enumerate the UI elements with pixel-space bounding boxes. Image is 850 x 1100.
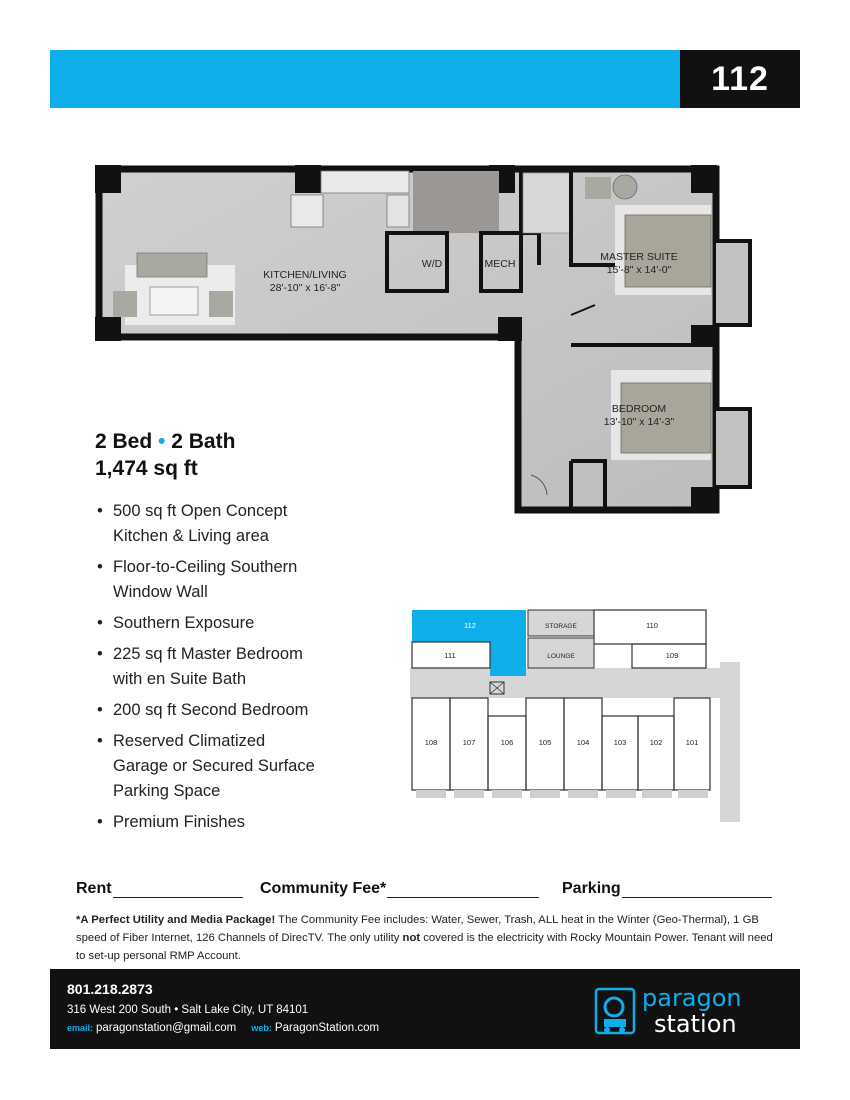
contact-line	[67, 1022, 379, 1034]
parking-label: Parking	[562, 880, 621, 897]
email-label: email:	[67, 1023, 94, 1033]
beds: 2 Bed	[95, 430, 153, 453]
rent-label: Rent	[76, 880, 112, 897]
train-icon	[596, 989, 634, 1033]
coffee-table	[150, 287, 198, 315]
square-footage: 1,474 sq ft	[95, 457, 198, 480]
parking-line[interactable]	[622, 880, 772, 898]
community-fee-label: Community Fee*	[260, 880, 387, 897]
unit-103-label: 103	[613, 738, 627, 747]
feature-item: • Southern Exposure	[95, 611, 385, 636]
unit-102-label: 102	[649, 738, 663, 747]
email-link[interactable]: paragonstation@gmail.com	[96, 1022, 237, 1034]
column	[498, 317, 522, 341]
utility-note: *A Perfect Utility and Media Package! The Community Fee includes: Water, Sewer, Trash, ALL heat in the Winter (Geo-Thermal), 1 GB speed of Fiber Internet, 126 Channels of DirecTV. The only utility not covered is the electricity with Rocky Mountain Power. Tenant will need to set-up personal RMP Account.	[76, 914, 773, 962]
unit-104-label: 104	[576, 738, 590, 747]
unit-112-highlight	[412, 610, 526, 676]
unit-101-label: 101	[685, 738, 699, 747]
site-plan	[398, 602, 750, 824]
baths: 2 Bath	[171, 430, 236, 453]
unit-105-label: 105	[538, 738, 552, 747]
bed-bath-line	[95, 428, 235, 455]
bath-tile	[413, 171, 499, 233]
sofa	[137, 253, 207, 277]
wd-label: W/D	[421, 258, 443, 270]
paragon-station-logo	[592, 981, 792, 1039]
unit-109-label: 109	[665, 651, 679, 660]
garage-units	[412, 698, 710, 790]
parking-field[interactable]	[562, 880, 772, 898]
feature-item: • Premium Finishes	[95, 810, 385, 835]
bedroom-label: BEDROOM	[611, 403, 667, 415]
bedroom-dims: 13'-10" x 14'-3"	[603, 416, 675, 428]
column	[295, 165, 321, 193]
address: 316 West 200 South • Salt Lake City, UT 84101	[67, 1004, 309, 1016]
lounge-label: LOUNGE	[547, 653, 575, 660]
chair	[585, 177, 611, 199]
feature-list	[95, 499, 385, 841]
unit-107-label: 107	[462, 738, 476, 747]
armchair	[209, 291, 233, 317]
unit-number: 112	[680, 50, 800, 108]
storage-label: STORAGE	[545, 623, 577, 630]
web-label: web:	[251, 1023, 272, 1033]
master-label: MASTER SUITE	[600, 251, 678, 263]
rent-field[interactable]	[76, 880, 243, 898]
plant	[613, 175, 637, 199]
phone-number[interactable]: 801.218.2873	[67, 981, 153, 997]
bedroom-closet	[716, 409, 750, 487]
armchair	[113, 291, 137, 317]
lease-fields	[76, 880, 776, 906]
feature-item: • 200 sq ft Second Bedroom	[95, 698, 385, 723]
master-closet	[716, 241, 750, 325]
unit-112-label: 112	[464, 621, 476, 630]
column	[691, 487, 717, 513]
header-accent-bar	[50, 50, 680, 108]
column	[95, 317, 121, 341]
fridge	[387, 195, 409, 227]
community-fee-line[interactable]	[387, 880, 539, 898]
unit-111-label: 111	[444, 651, 456, 660]
feature-item: • Floor-to-Ceiling Southern Window Wall	[95, 555, 385, 605]
separator-dot: •	[158, 430, 166, 453]
kitchen-counter	[321, 171, 409, 193]
unit-108-label: 108	[424, 738, 438, 747]
logo-station: station	[654, 1010, 737, 1038]
feature-item: • Reserved Climatized Garage or Secured Surface Parking Space	[95, 729, 385, 804]
rent-line[interactable]	[113, 880, 243, 898]
column	[95, 165, 121, 193]
corridor	[410, 668, 730, 698]
footer	[50, 969, 800, 1049]
community-fee-field[interactable]	[260, 880, 539, 898]
kitchen-island	[291, 195, 323, 227]
note-lead: *A Perfect Utility and Media Package!	[76, 914, 276, 926]
feature-item: • 500 sq ft Open Concept Kitchen & Living area	[95, 499, 385, 549]
unit-106-label: 106	[500, 738, 514, 747]
master-dims: 15'-8" x 14'-0"	[606, 264, 672, 276]
side-walk	[720, 662, 740, 822]
web-link[interactable]: ParagonStation.com	[274, 1022, 380, 1034]
note-bold: not	[402, 932, 421, 944]
kitchen-living-dims: 28'-10" x 16'-8"	[269, 282, 341, 294]
column	[691, 165, 717, 193]
balconies	[416, 790, 708, 798]
master-bath-fixtures	[523, 173, 571, 233]
feature-item: • 225 sq ft Master Bedroom with en Suite Bath	[95, 642, 385, 692]
mech-label: MECH	[484, 258, 516, 270]
kitchen-living-label: KITCHEN/LIVING	[263, 269, 347, 281]
logo-paragon: paragon	[642, 984, 742, 1012]
unit-110-label: 110	[646, 621, 658, 630]
unit-specs	[95, 428, 235, 482]
